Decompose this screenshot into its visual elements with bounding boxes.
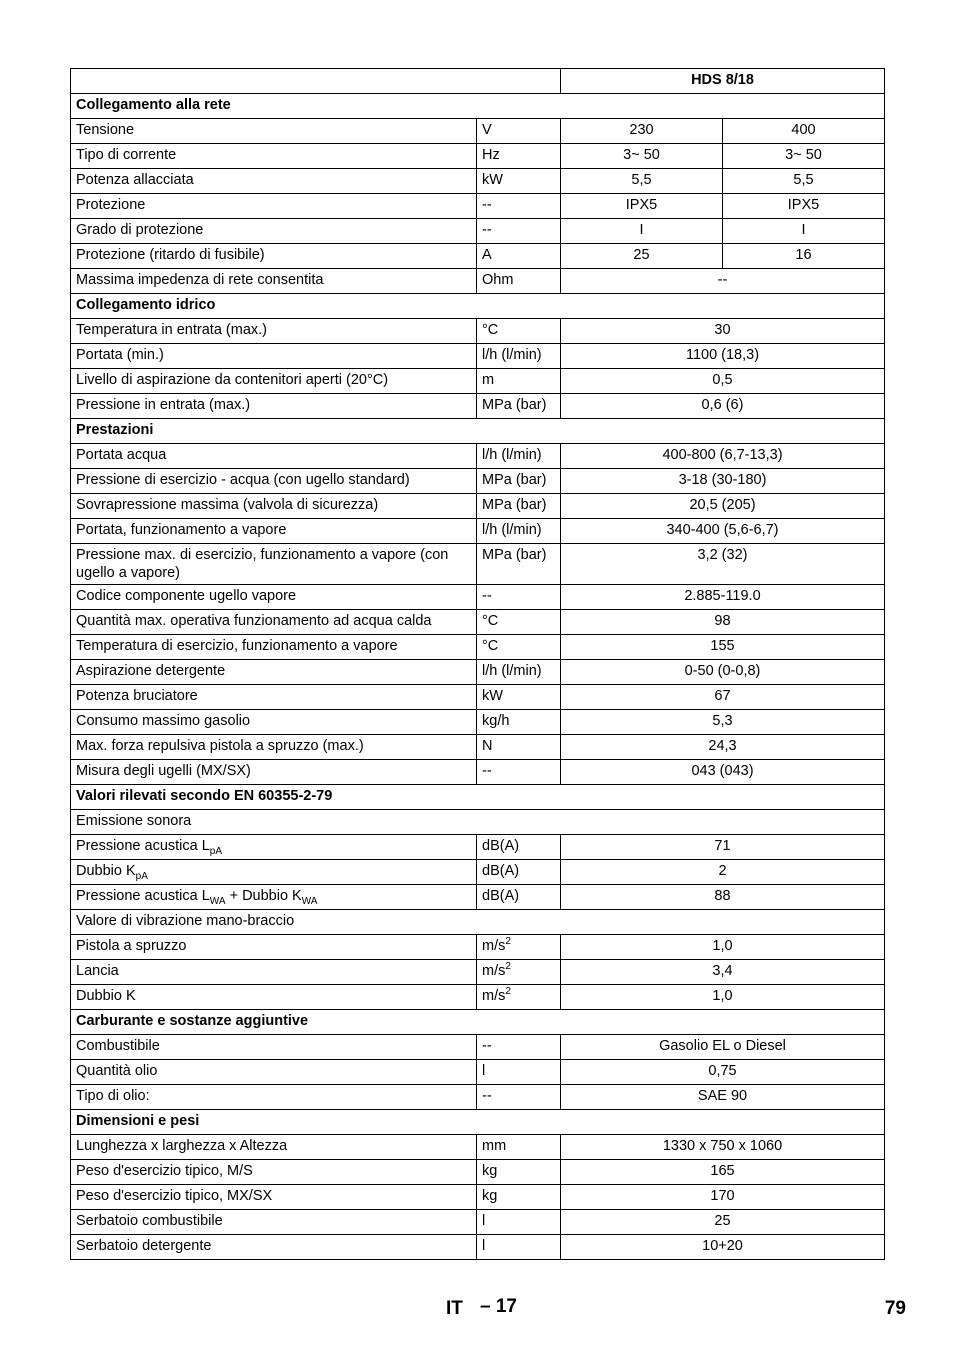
spec-row xyxy=(71,1135,885,1160)
spec-unit: A xyxy=(477,244,561,269)
spec-unit: -- xyxy=(477,1085,561,1110)
spec-label: Peso d'esercizio tipico, MX/SX xyxy=(71,1185,477,1210)
spec-row xyxy=(71,394,885,419)
spec-value: 1100 (18,3) xyxy=(561,344,885,369)
spec-label xyxy=(71,835,477,860)
spec-unit: °C xyxy=(477,319,561,344)
spec-row xyxy=(71,685,885,710)
spec-value: 3-18 (30-180) xyxy=(561,469,885,494)
spec-value: 30 xyxy=(561,319,885,344)
spec-label: Combustibile xyxy=(71,1035,477,1060)
spec-label: Potenza bruciatore xyxy=(71,685,477,710)
spec-row xyxy=(71,960,885,985)
spec-label: Pressione di esercizio - acqua (con ugello standard) xyxy=(71,469,477,494)
spec-value: SAE 90 xyxy=(561,1085,885,1110)
spec-row xyxy=(71,444,885,469)
spec-value: 1,0 xyxy=(561,985,885,1010)
spec-label: Grado di protezione xyxy=(71,219,477,244)
spec-unit: l xyxy=(477,1235,561,1260)
spec-value: 043 (043) xyxy=(561,760,885,785)
spec-unit: -- xyxy=(477,1035,561,1060)
spec-value-400v: 3~ 50 xyxy=(723,144,885,169)
spec-unit: l/h (l/min) xyxy=(477,444,561,469)
label-subscript: WA xyxy=(209,895,226,907)
section-heading: Collegamento idrico xyxy=(71,294,885,319)
spec-label: Pressione max. di esercizio, funzionamento a vapore (con ugello a vapore) xyxy=(71,544,477,585)
spec-value: 24,3 xyxy=(561,735,885,760)
spec-value: 25 xyxy=(561,1210,885,1235)
spec-row xyxy=(71,585,885,610)
spec-row xyxy=(71,1035,885,1060)
spec-value: 2.885-119.0 xyxy=(561,585,885,610)
spec-row xyxy=(71,660,885,685)
spec-value-400v: 16 xyxy=(723,244,885,269)
spec-label: Massima impedenza di rete consentita xyxy=(71,269,477,294)
spec-value: 340-400 (5,6-6,7) xyxy=(561,519,885,544)
section-heading: Collegamento alla rete xyxy=(71,94,885,119)
spec-unit: kW xyxy=(477,169,561,194)
spec-label: Tipo di corrente xyxy=(71,144,477,169)
unit-superscript: 2 xyxy=(505,961,511,973)
spec-value-230v: 3~ 50 xyxy=(561,144,723,169)
spec-row xyxy=(71,269,885,294)
spec-row xyxy=(71,1060,885,1085)
spec-unit: kg xyxy=(477,1185,561,1210)
spec-value: 20,5 (205) xyxy=(561,494,885,519)
section-row xyxy=(71,94,885,119)
spec-label: Consumo massimo gasolio xyxy=(71,710,477,735)
spec-row xyxy=(71,735,885,760)
emission-subheading: Emissione sonora xyxy=(71,810,885,835)
spec-value-230v: IPX5 xyxy=(561,194,723,219)
spec-value: 400-800 (6,7-13,3) xyxy=(561,444,885,469)
spec-row xyxy=(71,860,885,885)
section-row xyxy=(71,785,885,810)
spec-unit: N xyxy=(477,735,561,760)
spec-label: Portata acqua xyxy=(71,444,477,469)
spec-unit: kW xyxy=(477,685,561,710)
spec-value: 0-50 (0-0,8) xyxy=(561,660,885,685)
spec-value-230v: 25 xyxy=(561,244,723,269)
spec-row xyxy=(71,985,885,1010)
label-text: Dubbio K xyxy=(76,863,136,879)
spec-row xyxy=(71,469,885,494)
spec-row xyxy=(71,1085,885,1110)
spec-row xyxy=(71,544,885,585)
spec-label: Potenza allacciata xyxy=(71,169,477,194)
spec-unit: -- xyxy=(477,760,561,785)
spec-unit: kg xyxy=(477,1160,561,1185)
label-subscript: pA xyxy=(135,870,148,882)
spec-value-400v: 400 xyxy=(723,119,885,144)
spec-unit: dB(A) xyxy=(477,885,561,910)
spec-unit: MPa (bar) xyxy=(477,469,561,494)
header-empty-cell xyxy=(71,69,561,94)
unit-text: m/s xyxy=(482,988,506,1004)
spec-value: 1,0 xyxy=(561,935,885,960)
spec-row xyxy=(71,1185,885,1210)
spec-row xyxy=(71,835,885,860)
subheading-row xyxy=(71,810,885,835)
section-heading: Valori rilevati secondo EN 60355-2-79 xyxy=(71,785,885,810)
spec-value: 5,3 xyxy=(561,710,885,735)
spec-table xyxy=(70,68,885,1260)
section-row xyxy=(71,1110,885,1135)
spec-value: 0,6 (6) xyxy=(561,394,885,419)
spec-label xyxy=(71,885,477,910)
spec-unit: Hz xyxy=(477,144,561,169)
spec-unit: MPa (bar) xyxy=(477,544,561,585)
spec-unit xyxy=(477,960,561,985)
spec-unit: V xyxy=(477,119,561,144)
unit-text: m/s xyxy=(482,938,506,954)
subheading-row xyxy=(71,910,885,935)
unit-superscript: 2 xyxy=(505,986,511,998)
spec-value: 3,4 xyxy=(561,960,885,985)
spec-unit: °C xyxy=(477,635,561,660)
spec-label xyxy=(71,860,477,885)
spec-label: Tipo di olio: xyxy=(71,1085,477,1110)
spec-row xyxy=(71,635,885,660)
spec-label: Dubbio K xyxy=(71,985,477,1010)
label-text: + Dubbio K xyxy=(225,888,302,904)
spec-table-body xyxy=(71,69,885,1260)
spec-label: Livello di aspirazione da contenitori aperti (20°C) xyxy=(71,369,477,394)
spec-value: 165 xyxy=(561,1160,885,1185)
spec-row xyxy=(71,710,885,735)
spec-value-230v: 230 xyxy=(561,119,723,144)
spec-row xyxy=(71,519,885,544)
spec-value: 0,75 xyxy=(561,1060,885,1085)
spec-label: Portata, funzionamento a vapore xyxy=(71,519,477,544)
spec-unit: mm xyxy=(477,1135,561,1160)
spec-unit: Ohm xyxy=(477,269,561,294)
spec-label: Lancia xyxy=(71,960,477,985)
unit-text: m/s xyxy=(482,963,506,979)
spec-label: Serbatoio detergente xyxy=(71,1235,477,1260)
spec-unit: MPa (bar) xyxy=(477,494,561,519)
spec-unit: -- xyxy=(477,585,561,610)
spec-row xyxy=(71,760,885,785)
spec-value-230v: 5,5 xyxy=(561,169,723,194)
spec-label: Aspirazione detergente xyxy=(71,660,477,685)
spec-value: 1330 x 750 x 1060 xyxy=(561,1135,885,1160)
spec-label: Peso d'esercizio tipico, M/S xyxy=(71,1160,477,1185)
spec-unit: MPa (bar) xyxy=(477,394,561,419)
spec-unit: -- xyxy=(477,194,561,219)
spec-row xyxy=(71,219,885,244)
spec-row xyxy=(71,319,885,344)
spec-label: Quantità olio xyxy=(71,1060,477,1085)
spec-label: Quantità max. operativa funzionamento ad acqua calda xyxy=(71,610,477,635)
spec-unit: l xyxy=(477,1210,561,1235)
vibration-subheading: Valore di vibrazione mano-braccio xyxy=(71,910,885,935)
spec-unit: kg/h xyxy=(477,710,561,735)
spec-value: 98 xyxy=(561,610,885,635)
model-header: HDS 8/18 xyxy=(561,69,885,94)
spec-row xyxy=(71,935,885,960)
spec-value: 88 xyxy=(561,885,885,910)
spec-unit: -- xyxy=(477,219,561,244)
spec-value: Gasolio EL o Diesel xyxy=(561,1035,885,1060)
spec-label: Serbatoio combustibile xyxy=(71,1210,477,1235)
spec-value: 71 xyxy=(561,835,885,860)
footer-section-page: – 17 xyxy=(480,1296,517,1317)
unit-superscript: 2 xyxy=(505,936,511,948)
spec-label: Codice componente ugello vapore xyxy=(71,585,477,610)
label-subscript: WA xyxy=(301,895,318,907)
spec-row xyxy=(71,1210,885,1235)
spec-unit xyxy=(477,935,561,960)
spec-row xyxy=(71,610,885,635)
spec-unit: °C xyxy=(477,610,561,635)
spec-label: Protezione (ritardo di fusibile) xyxy=(71,244,477,269)
footer-language: IT xyxy=(446,1298,463,1319)
spec-value-400v: I xyxy=(723,219,885,244)
spec-label: Max. forza repulsiva pistola a spruzzo (max.) xyxy=(71,735,477,760)
spec-row xyxy=(71,344,885,369)
spec-row xyxy=(71,144,885,169)
spec-value-400v: 5,5 xyxy=(723,169,885,194)
spec-label: Portata (min.) xyxy=(71,344,477,369)
spec-unit: l/h (l/min) xyxy=(477,344,561,369)
section-row xyxy=(71,1010,885,1035)
spec-row xyxy=(71,1235,885,1260)
section-heading: Prestazioni xyxy=(71,419,885,444)
spec-value-230v: I xyxy=(561,219,723,244)
spec-label: Lunghezza x larghezza x Altezza xyxy=(71,1135,477,1160)
spec-value: 2 xyxy=(561,860,885,885)
spec-label: Temperatura in entrata (max.) xyxy=(71,319,477,344)
spec-row xyxy=(71,1160,885,1185)
spec-row xyxy=(71,169,885,194)
spec-unit: l xyxy=(477,1060,561,1085)
spec-unit: dB(A) xyxy=(477,835,561,860)
spec-label: Tensione xyxy=(71,119,477,144)
spec-unit: l/h (l/min) xyxy=(477,519,561,544)
spec-value: 67 xyxy=(561,685,885,710)
spec-label: Pressione in entrata (max.) xyxy=(71,394,477,419)
spec-value-400v: IPX5 xyxy=(723,194,885,219)
spec-unit xyxy=(477,985,561,1010)
spec-row xyxy=(71,885,885,910)
footer-page-number: 79 xyxy=(884,1298,906,1319)
spec-label: Protezione xyxy=(71,194,477,219)
section-heading: Dimensioni e pesi xyxy=(71,1110,885,1135)
label-text: Pressione acustica L xyxy=(76,838,210,854)
label-text: Pressione acustica L xyxy=(76,888,210,904)
spec-unit: l/h (l/min) xyxy=(477,660,561,685)
spec-label: Pistola a spruzzo xyxy=(71,935,477,960)
spec-row xyxy=(71,119,885,144)
spec-row xyxy=(71,494,885,519)
spec-value: 10+20 xyxy=(561,1235,885,1260)
spec-label: Temperatura di esercizio, funzionamento a vapore xyxy=(71,635,477,660)
section-heading: Carburante e sostanze aggiuntive xyxy=(71,1010,885,1035)
spec-label: Sovrapressione massima (valvola di sicurezza) xyxy=(71,494,477,519)
spec-value: 155 xyxy=(561,635,885,660)
spec-unit: dB(A) xyxy=(477,860,561,885)
spec-row xyxy=(71,369,885,394)
spec-value: -- xyxy=(561,269,885,294)
header-row xyxy=(71,69,885,94)
label-subscript: pA xyxy=(209,845,223,857)
section-row xyxy=(71,419,885,444)
spec-label: Misura degli ugelli (MX/SX) xyxy=(71,760,477,785)
spec-value: 3,2 (32) xyxy=(561,544,885,585)
spec-row xyxy=(71,194,885,219)
section-row xyxy=(71,294,885,319)
spec-unit: m xyxy=(477,369,561,394)
spec-value: 170 xyxy=(561,1185,885,1210)
spec-row xyxy=(71,244,885,269)
spec-value: 0,5 xyxy=(561,369,885,394)
